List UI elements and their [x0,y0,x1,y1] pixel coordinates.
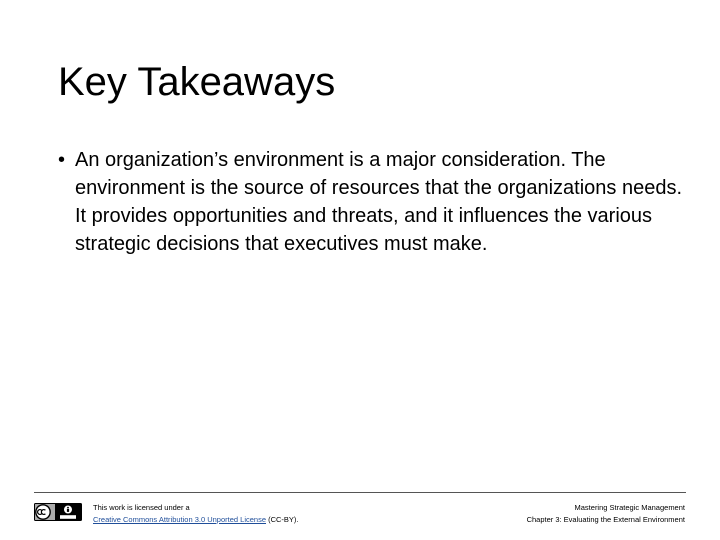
book-info [527,502,685,526]
license-line [93,514,299,526]
license-notice [93,502,299,526]
cc-by-icon[interactable] [34,503,82,521]
book-title: Mastering Strategic Management [574,503,685,512]
bullet-icon: • [58,149,66,171]
license-suffix: (CC-BY). [266,515,299,524]
bullet-text: An organization’s environment is a major consideration. The environment is the source of resources that the organizations needs. It provides opportunities and threats, and it influences the various strategic decisions that executives must make. [75,149,683,255]
bullet-item [58,146,688,258]
bullet-list [58,146,688,258]
slide-title: Key Takeaways [58,60,336,104]
footer-divider [34,492,686,493]
chapter-title: Chapter 3: Evaluating the External Environment [526,515,685,524]
license-prefix: This work is licensed under a [93,503,190,512]
license-link[interactable]: Creative Commons Attribution 3.0 Unported License [93,515,267,524]
